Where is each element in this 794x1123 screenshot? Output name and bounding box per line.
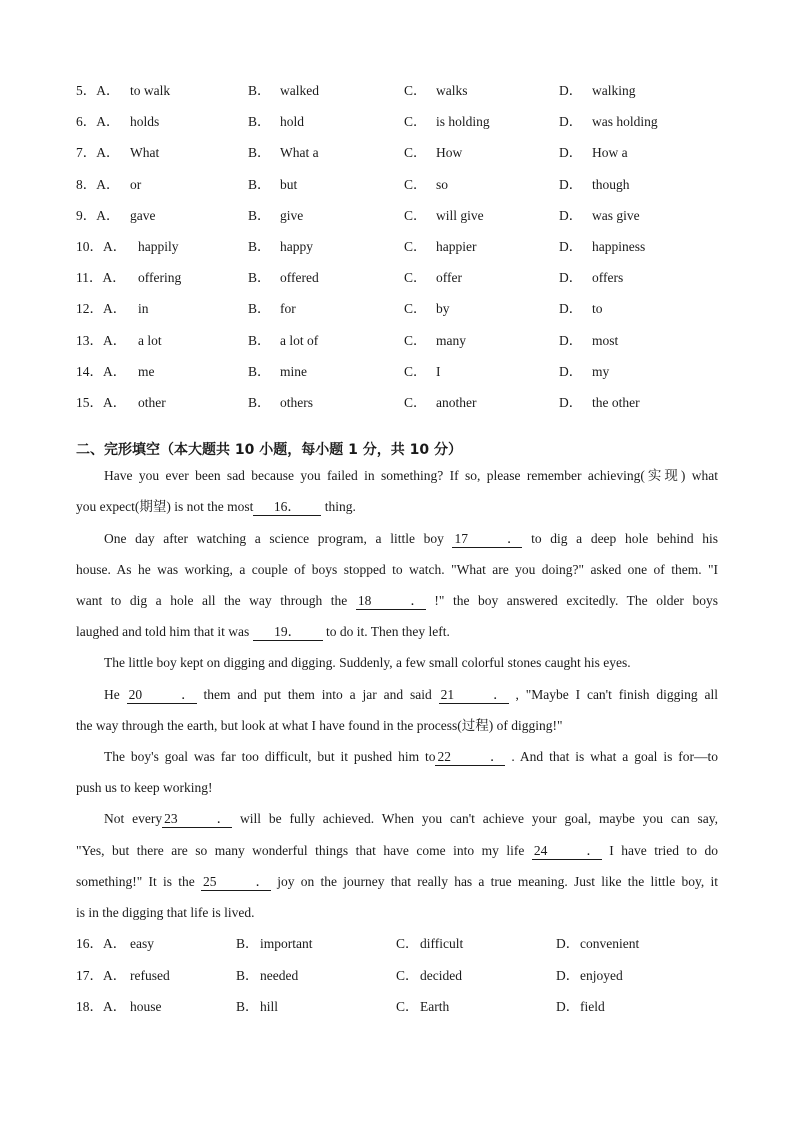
- passage-line: "Yes, but there are so many wonderful things that have come into my life 24． I have tried to do: [76, 843, 718, 858]
- blank-25: 25．: [203, 874, 269, 889]
- question-row: [0, 237, 794, 257]
- blank-20: 20．: [128, 687, 195, 702]
- option-d-label[interactable]: D．: [559, 239, 583, 254]
- blank-24: 24．: [533, 843, 600, 858]
- option-c[interactable]: offer: [436, 270, 462, 286]
- passage-line: house. As he was working, a couple of boys stopped to watch. "What are you doing?" asked one of them. "I: [76, 562, 718, 577]
- question-row: [0, 81, 794, 101]
- option-d-label[interactable]: D．: [559, 114, 583, 130]
- option-a[interactable]: happily: [138, 239, 179, 254]
- question-number[interactable]: 17．A．: [76, 967, 127, 983]
- question-number[interactable]: 14．A．: [76, 363, 127, 379]
- passage-line: He 20． them and put them into a jar and said 21． , "Maybe I can't finish digging all: [104, 687, 718, 702]
- option-a[interactable]: house: [130, 999, 162, 1014]
- option-d[interactable]: was give: [592, 207, 640, 223]
- option-a[interactable]: gave: [130, 207, 156, 223]
- option-b-label[interactable]: B．: [248, 239, 271, 254]
- option-b[interactable]: important: [260, 936, 313, 951]
- option-b[interactable]: needed: [260, 967, 299, 983]
- option-b[interactable]: hold: [280, 114, 305, 130]
- option-d[interactable]: convenient: [580, 936, 640, 951]
- option-b-label[interactable]: B．: [236, 967, 259, 983]
- option-b[interactable]: a lot of: [280, 332, 319, 348]
- blank-17: 17．: [454, 531, 521, 546]
- option-b-label[interactable]: B．: [248, 363, 271, 379]
- option-c[interactable]: is holding: [436, 114, 490, 130]
- passage-line: Not every 23． will be fully achieved. When you can't achieve your goal, maybe you can say,: [104, 811, 718, 826]
- option-d-label[interactable]: D．: [559, 83, 583, 98]
- option-c[interactable]: many: [436, 332, 466, 348]
- option-b-label[interactable]: B．: [248, 207, 271, 223]
- option-d[interactable]: happiness: [592, 239, 646, 254]
- option-b[interactable]: but: [280, 176, 298, 192]
- option-a[interactable]: offering: [138, 270, 182, 286]
- option-d[interactable]: though: [592, 176, 630, 192]
- option-b-label[interactable]: B．: [236, 999, 259, 1014]
- option-a[interactable]: other: [138, 395, 166, 410]
- option-b-label[interactable]: B．: [248, 270, 271, 286]
- option-b-label[interactable]: B．: [248, 176, 271, 192]
- option-d-label[interactable]: D．: [556, 936, 580, 951]
- option-c-label[interactable]: C．: [396, 999, 419, 1014]
- option-b-label[interactable]: B．: [248, 301, 271, 317]
- option-d-label[interactable]: D．: [559, 395, 583, 410]
- option-d[interactable]: was holding: [592, 114, 658, 130]
- question-row: [0, 331, 794, 351]
- option-d[interactable]: field: [580, 999, 605, 1014]
- passage-line: The little boy kept on digging and digging. Suddenly, a few small colorful stones caught his eyes.: [104, 655, 631, 670]
- question-number[interactable]: 10．A．: [76, 239, 127, 254]
- blank-18: 18．: [357, 593, 424, 608]
- passage-line: laughed and told him that it was 19． to do it. Then they left.: [76, 624, 450, 639]
- question-number[interactable]: 7．A．: [76, 145, 120, 161]
- option-c-label[interactable]: C．: [404, 239, 427, 254]
- passage-line: is in the digging that life is lived.: [76, 905, 255, 920]
- option-a[interactable]: a lot: [138, 332, 162, 348]
- option-d-label[interactable]: D．: [559, 332, 583, 348]
- passage-line: push us to keep working!: [76, 780, 213, 795]
- option-d[interactable]: most: [592, 332, 619, 348]
- option-b-label[interactable]: B．: [248, 83, 271, 98]
- option-b[interactable]: give: [280, 207, 304, 223]
- option-d[interactable]: the other: [592, 395, 640, 410]
- option-b[interactable]: happy: [280, 239, 313, 254]
- question-row: [0, 143, 794, 163]
- option-c-label[interactable]: C．: [404, 145, 427, 161]
- blank-22: 22．: [437, 749, 504, 764]
- question-number[interactable]: 5．A．: [76, 83, 120, 98]
- option-b-label[interactable]: B．: [248, 114, 271, 130]
- blank-19: 19．: [253, 624, 323, 641]
- option-c[interactable]: walks: [436, 83, 468, 98]
- question-row: [0, 175, 794, 195]
- option-c-label[interactable]: C．: [404, 176, 427, 192]
- option-c[interactable]: Earth: [420, 999, 450, 1014]
- blank-23: 23．: [164, 811, 231, 826]
- option-c[interactable]: another: [436, 395, 477, 410]
- option-a[interactable]: me: [138, 363, 155, 379]
- option-b[interactable]: mine: [280, 363, 307, 379]
- option-b[interactable]: offered: [280, 270, 319, 286]
- option-d[interactable]: offers: [592, 270, 624, 286]
- option-d-label[interactable]: D．: [559, 301, 583, 317]
- option-d[interactable]: to: [592, 301, 603, 317]
- option-c-label[interactable]: C．: [404, 395, 427, 410]
- option-c[interactable]: will give: [436, 207, 484, 223]
- option-b[interactable]: hill: [260, 999, 279, 1014]
- question-number[interactable]: 9．A．: [76, 207, 120, 223]
- question-number[interactable]: 18．A．: [76, 999, 127, 1014]
- question-number[interactable]: 6．A．: [76, 114, 120, 130]
- option-a[interactable]: holds: [130, 114, 160, 130]
- question-row: [0, 393, 794, 413]
- question-row: [0, 997, 794, 1017]
- option-c-label[interactable]: C．: [404, 114, 427, 130]
- option-b-label[interactable]: B．: [248, 145, 271, 161]
- question-row: [0, 966, 794, 986]
- option-a[interactable]: What: [130, 145, 160, 161]
- option-d-label[interactable]: D．: [559, 176, 583, 192]
- option-c[interactable]: How: [436, 145, 463, 161]
- option-b[interactable]: walked: [280, 83, 319, 98]
- question-number[interactable]: 11．A．: [76, 270, 126, 286]
- option-d-label[interactable]: D．: [556, 967, 580, 983]
- option-d[interactable]: enjoyed: [580, 967, 623, 983]
- question-number[interactable]: 12．A．: [76, 301, 127, 317]
- option-b-label[interactable]: B．: [248, 395, 271, 410]
- option-c[interactable]: happier: [436, 239, 477, 254]
- passage-line: want to dig a hole all the way through the 18． !" the boy answered excitedly. The older boys: [76, 593, 718, 608]
- passage-line: Have you ever been sad because you failed in something? If so, please remember achieving(实现) what: [104, 468, 718, 483]
- question-row: [0, 362, 794, 382]
- option-d-label[interactable]: D．: [559, 363, 583, 379]
- option-c-label[interactable]: C．: [404, 83, 427, 98]
- question-row: [0, 299, 794, 319]
- option-c-label[interactable]: C．: [396, 936, 419, 951]
- passage-line: One day after watching a science program, a little boy 17． to dig a deep hole behind his: [104, 531, 718, 546]
- option-d-label[interactable]: D．: [556, 999, 580, 1014]
- option-c[interactable]: difficult: [420, 936, 464, 951]
- blank-16: 16．: [253, 499, 321, 516]
- option-c[interactable]: decided: [420, 967, 462, 983]
- option-d-label[interactable]: D．: [559, 145, 583, 161]
- option-b[interactable]: for: [280, 301, 296, 317]
- option-c[interactable]: I: [436, 363, 441, 379]
- question-number[interactable]: 13．A．: [76, 332, 127, 348]
- question-row: [0, 112, 794, 132]
- option-b-label[interactable]: B．: [236, 936, 259, 951]
- question-row: [0, 206, 794, 226]
- option-c-label[interactable]: C．: [404, 332, 427, 348]
- question-number[interactable]: 15．A．: [76, 395, 127, 410]
- blank-21: 21．: [440, 687, 507, 702]
- passage-line: the way through the earth, but look at what I have found in the process(过程) of digging!": [76, 718, 563, 733]
- option-b[interactable]: What a: [280, 145, 319, 161]
- option-c[interactable]: so: [436, 176, 449, 192]
- section-heading: 二、完形填空（本大题共 10 小题，每小题 1 分，共 10 分）: [76, 442, 462, 458]
- option-c-label[interactable]: C．: [404, 207, 427, 223]
- option-b[interactable]: others: [280, 395, 313, 410]
- option-c[interactable]: by: [436, 301, 450, 317]
- option-d-label[interactable]: D．: [559, 207, 583, 223]
- option-a[interactable]: to walk: [130, 83, 171, 98]
- option-c-label[interactable]: C．: [404, 363, 427, 379]
- option-b-label[interactable]: B．: [248, 332, 271, 348]
- passage-line: something!" It is the 25． joy on the journey that really has a true meaning. Just like the little boy, it: [76, 874, 718, 889]
- option-c-label[interactable]: C．: [404, 270, 427, 286]
- question-row: [0, 268, 794, 288]
- question-number[interactable]: 8．A．: [76, 176, 120, 192]
- passage-line: you expect(期望) is not the most 16． thing.: [76, 499, 356, 514]
- question-row: [0, 934, 794, 954]
- option-a[interactable]: in: [138, 301, 149, 317]
- option-a[interactable]: or: [130, 176, 142, 192]
- question-number[interactable]: 16．A．: [76, 936, 127, 951]
- passage-line: The boy's goal was far too difficult, but it pushed him to 22． . And that is what a goal is for—to: [104, 749, 718, 764]
- option-d[interactable]: my: [592, 363, 610, 379]
- option-d-label[interactable]: D．: [559, 270, 583, 286]
- option-c-label[interactable]: C．: [396, 967, 419, 983]
- option-a[interactable]: refused: [130, 967, 170, 983]
- option-d[interactable]: walking: [592, 83, 636, 98]
- option-d[interactable]: How a: [592, 145, 628, 161]
- option-a[interactable]: easy: [130, 936, 154, 951]
- option-c-label[interactable]: C．: [404, 301, 427, 317]
